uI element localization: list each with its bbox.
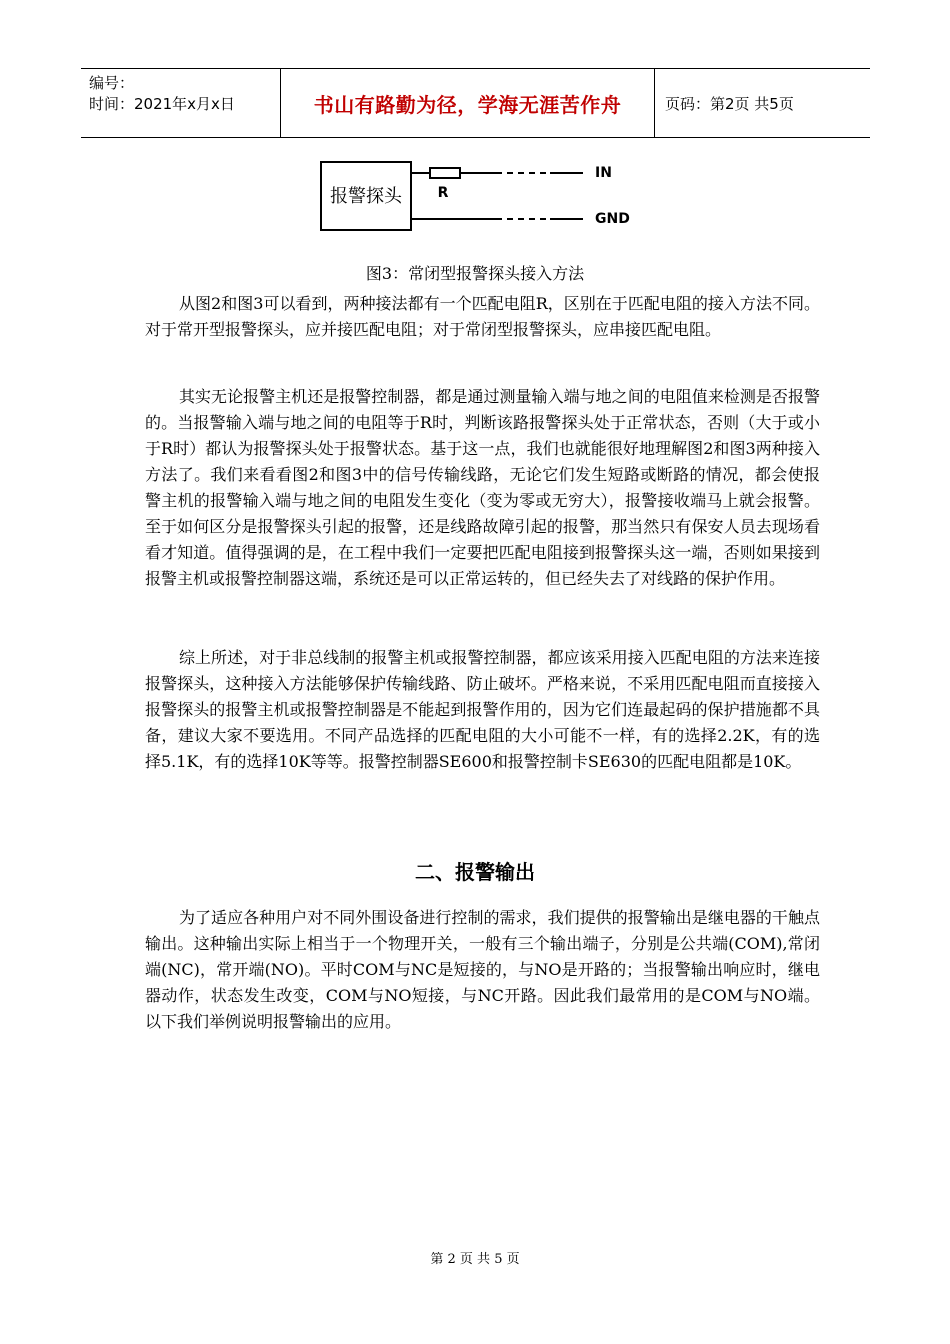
paragraph: 其实无论报警主机还是报警控制器，都是通过测量输入端与地之间的电阻值来检测是否报警的。当报警输入端与地之间的电阻等于R时，判断该路报警探头处于正常状态，否则（大于或小于R时）都认为报警探头处于报警状态。基于这一点，我们也就能很好地理解图2和图3两种接入方法了。我们来看看图2和图3中的信号传输线路，无论它们发生短路或断路的情况，都会使报警主机的报警输入端与地之间的电阻发生变化（变为零或无穷大），报警接收端马上就会报警。至于如何区分是报警探头引起的报警，还是线路故障引起的报警，那当然只有保安人员去现场看看才知道。值得强调的是，在工程中我们一定要把匹配电阻接到报警探头这一端，否则如果接到报警主机或报警控制器这端，系统还是可以正常运转的，但已经失去了对线路的保护作用。 (145, 387, 820, 588)
header-motto: 书山有路勤为径，学海无涯苦作舟 (281, 69, 655, 137)
paragraph: 综上所述，对于非总线制的报警主机或报警控制器，都应该采用接入匹配电阻的方法来连接报警探头，这种接入方法能够保护传输线路、防止破坏。严格来说，不采用匹配电阻而直接接入报警探头的报警主机或报警控制器是不能起到报警作用的，因为它们连最起码的保护措施都不具备，建议大家不要选用。不同产品选择的匹配电阻的大小可能不一样，有的选择2.2K，有的选择5.1K，有的选择10K等等。报警控制器SE600和报警控制卡SE630的匹配电阻都是10K。 (145, 648, 820, 771)
header-page-label: 页码：第2页 共5页 (665, 94, 794, 113)
in-terminal-label: IN (595, 165, 612, 181)
document-date-label: 时间：2021年x月x日 (89, 95, 235, 113)
page-header (81, 68, 870, 138)
page-footer: 第 2 页 共 5 页 (430, 1252, 520, 1267)
paragraph: 为了适应各种用户对不同外围设备进行控制的需求，我们提供的报警输出是继电器的干触点输出。这种输出实际上相当于一个物理开关，一般有三个输出端子，分别是公共端(COM),常闭端(NC)，常开端(NO)。平时COM与NC是短接的，与NO是开路的；当报警输出响应时，继电器动作，状态发生改变，COM与NO短接，与NC开路。因此我们最常用的是COM与NO端。以下我们举例说明报警输出的应用。 (145, 908, 820, 1031)
header-meta (81, 69, 281, 137)
section-title: 二、报警输出 (415, 860, 535, 884)
document-number-label: 编号： (89, 74, 135, 92)
figure-caption: 图3：常闭型报警探头接入方法 (365, 264, 585, 283)
paragraph: 从图2和图3可以看到，两种接法都有一个匹配电阻R，区别在于匹配电阻的接入方法不同。对于常开型报警探头，应并接匹配电阻；对于常闭型报警探头，应串接匹配电阻。 (145, 294, 820, 339)
gnd-terminal-label: GND (595, 211, 630, 227)
resistor-symbol (430, 168, 460, 178)
resistor-label: R (437, 185, 449, 201)
detector-box-label: 报警探头 (330, 186, 402, 207)
wiring-diagram (318, 155, 638, 235)
